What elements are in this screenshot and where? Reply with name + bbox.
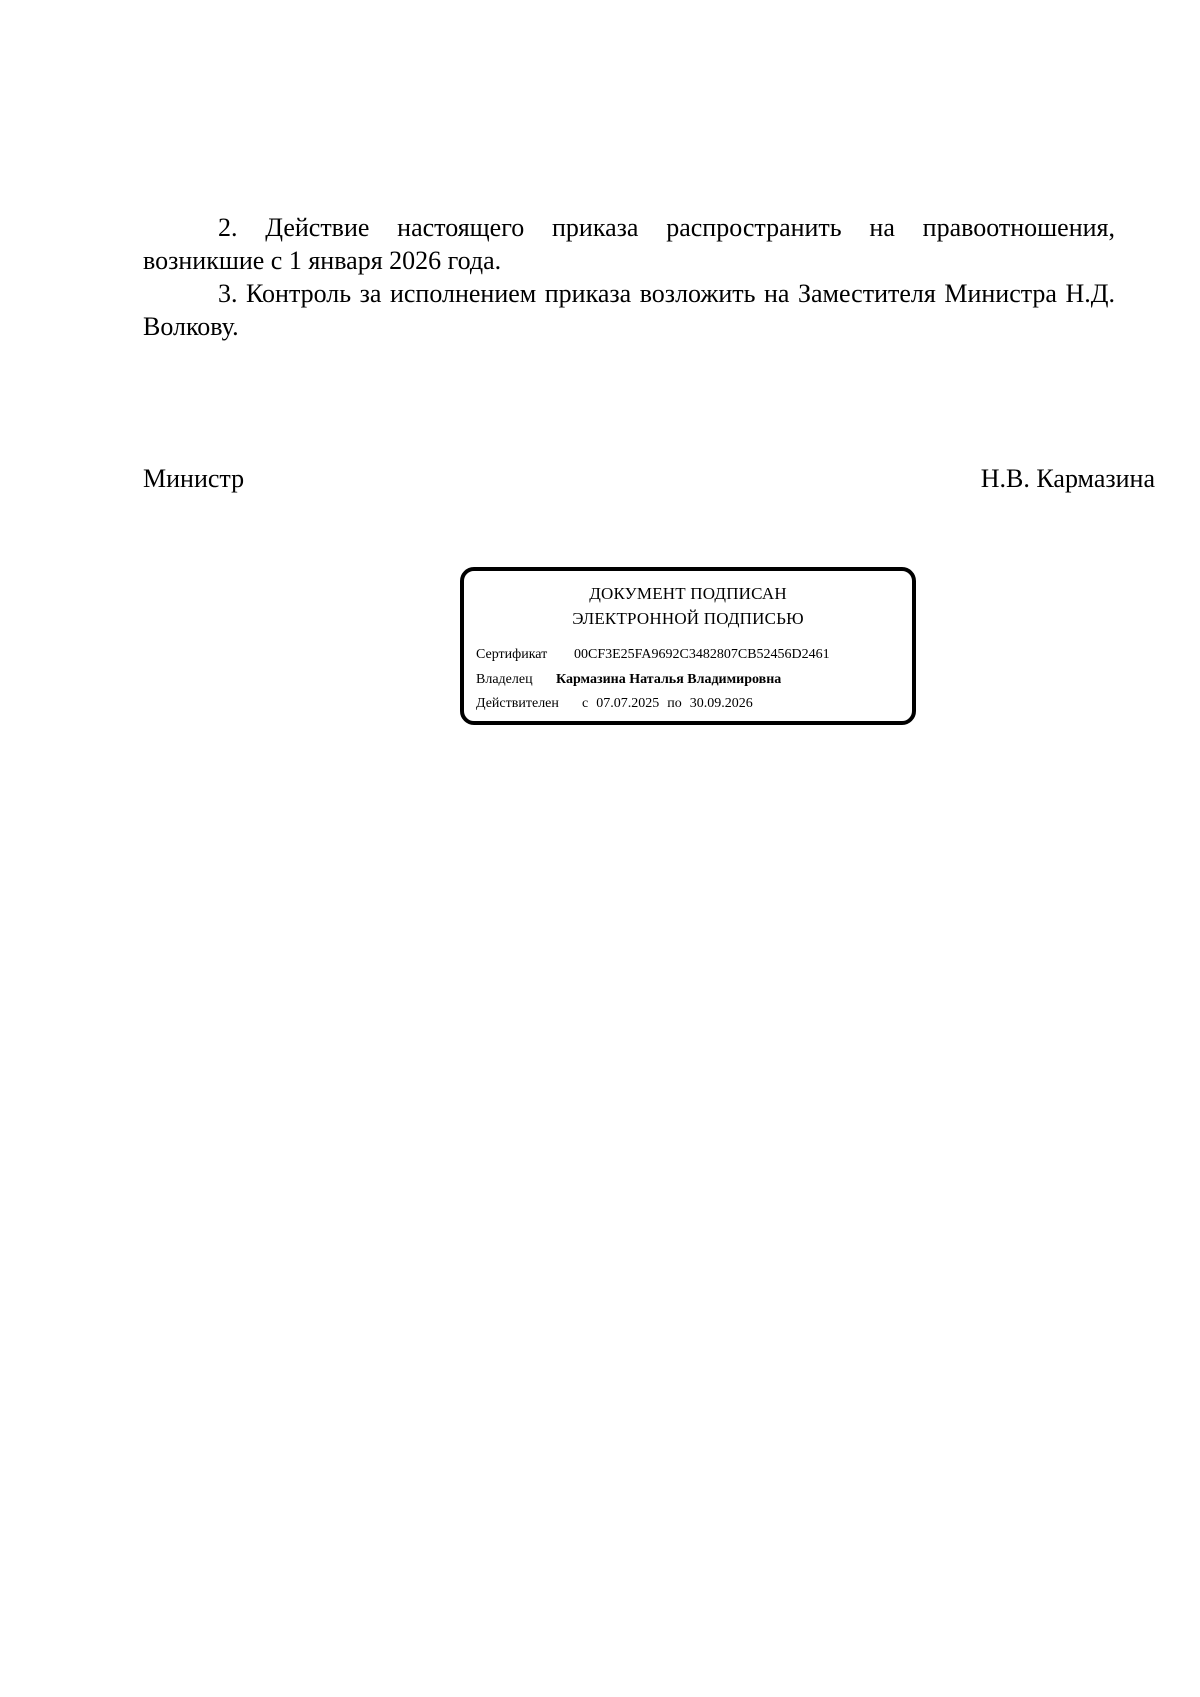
stamp-validity-row xyxy=(476,695,753,713)
signature-block xyxy=(143,462,1155,495)
valid-from-prefix: с xyxy=(582,696,589,711)
signer-name: Н.В. Кармазина xyxy=(980,464,1155,493)
valid-to-date: 30.09.2026 xyxy=(689,696,753,711)
certificate-value: 00CF3E25FA9692C3482807CB52456D2461 xyxy=(574,647,830,662)
document-body xyxy=(143,211,1115,343)
signer-position: Министр xyxy=(143,464,245,493)
stamp-title-line-2: ЭЛЕКТРОННОЙ ПОДПИСЬЮ xyxy=(572,609,804,628)
owner-label: Владелец xyxy=(476,672,533,687)
stamp-owner-row xyxy=(476,671,781,689)
valid-from-date: 07.07.2025 xyxy=(596,696,660,711)
stamp-certificate-row xyxy=(476,646,830,664)
stamp-title xyxy=(464,581,912,631)
valid-to-prefix: по xyxy=(667,696,682,711)
paragraph-2: 2. Действие настоящего приказа распространить на правоотношения, возникшие с 1 января 2026 года. xyxy=(143,213,1115,275)
owner-value: Кармазина Наталья Владимировна xyxy=(556,672,782,687)
paragraph-3: 3. Контроль за исполнением приказа возложить на Заместителя Министра Н.Д. Волкову. xyxy=(143,279,1115,341)
electronic-signature-stamp xyxy=(460,567,916,725)
valid-label: Действителен xyxy=(476,696,559,711)
certificate-label: Сертификат xyxy=(476,647,548,662)
stamp-title-line-1: ДОКУМЕНТ ПОДПИСАН xyxy=(589,584,787,603)
